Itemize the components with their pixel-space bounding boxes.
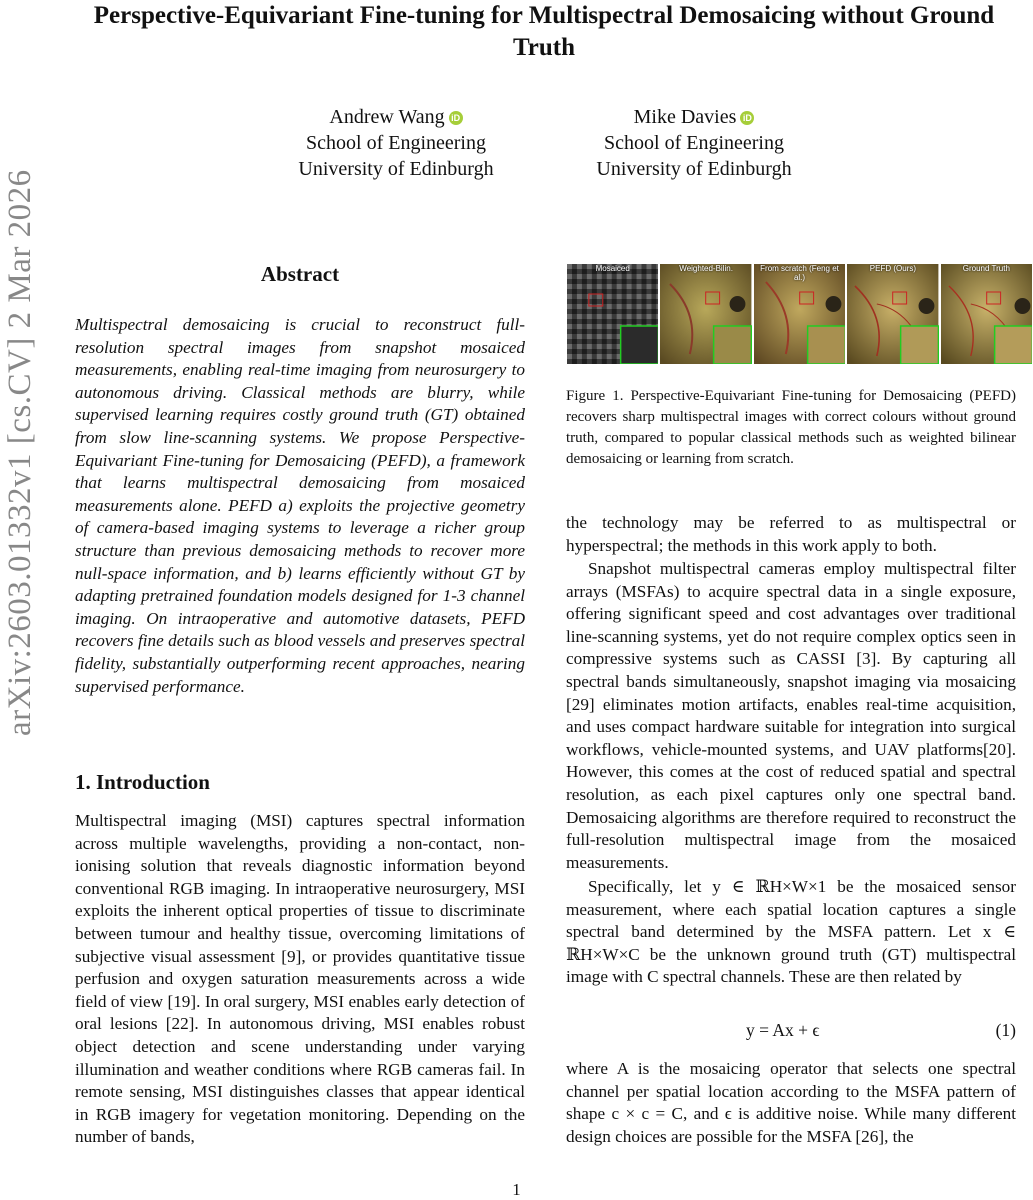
figure-panel-pefd bbox=[847, 264, 938, 364]
author-name: Mike Davies bbox=[633, 106, 737, 128]
author-affiliation: University of Edinburgh bbox=[298, 158, 494, 180]
paper-title: Perspective-Equivariant Fine-tuning for Multispectral Demosaicing without Ground Truth bbox=[93, 2, 995, 61]
panel-label: PEFD (Ours) bbox=[869, 264, 917, 273]
orcid-icon[interactable]: iD bbox=[449, 111, 463, 125]
figure-panel-scratch bbox=[754, 264, 845, 364]
equation-number: (1) bbox=[995, 1020, 1016, 1040]
mosaic-image bbox=[567, 264, 658, 364]
arxiv-identifier: arXiv:2603.01332v1 [cs.CV] 2 Mar 2026 bbox=[2, 169, 38, 736]
figure-panel-bilinear bbox=[660, 264, 751, 364]
author-block-1 bbox=[266, 104, 526, 182]
right-paragraph-1: the technology may be referred to as multispectral or hyperspectral; the methods in this work apply to both. bbox=[566, 513, 1016, 555]
figure-1 bbox=[567, 264, 1032, 364]
author-affiliation: University of Edinburgh bbox=[596, 158, 792, 180]
author-block-2 bbox=[564, 104, 824, 182]
panel-label: Ground Truth bbox=[962, 264, 1010, 273]
abstract-heading: Abstract bbox=[260, 262, 340, 286]
figure-panel-ground-truth bbox=[941, 264, 1032, 364]
tissue-image bbox=[660, 264, 751, 364]
author-name: Andrew Wang bbox=[329, 106, 445, 128]
equation-expression: y = Ax + ϵ bbox=[746, 1020, 820, 1040]
orcid-icon[interactable]: iD bbox=[740, 111, 754, 125]
abstract-text: Multispectral demosaicing is crucial to reconstruct full-resolution spectral images from snapshot mosaiced measurements, enabling real-time imaging from neurosurgery to autonomous driving. Classical methods are blurry, while supervised learning requires costly ground truth (GT) obtained from slow line-scanning systems. We propose Perspective-Equivariant Fine-tuning for Demosaicing (PEFD), a framework that learns multispectral demosaicing from mosaiced measurements alone. PEFD a) exploits the projective geometry of camera-based imaging systems to leverage a richer group structure than previous demosaicing methods to recover more null-space information, and b) learns efficiently without GT by adapting pretrained foundation models designed for 1-3 channel imaging. On intraoperative and automotive datasets, PEFD recovers fine details such as blood vessels and preserves spectral fidelity, substantially outperforming recent approaches, nearing supervised performance. bbox=[75, 315, 525, 696]
figure-caption: Figure 1. Perspective-Equivariant Fine-tuning for Demosaicing (PEFD) recovers sharp multispectral images with correct colours without ground truth, compared to popular classical methods such as weighted bilinear demosaicing or learning from scratch. bbox=[566, 388, 1016, 467]
panel-label: From scratch (Feng et al.) bbox=[760, 264, 839, 282]
panel-label: Mosaiced bbox=[595, 264, 630, 273]
figure-panel-mosaiced bbox=[567, 264, 658, 364]
right-paragraph-4: where A is the mosaicing operator that selects one spectral channel per spatial location according to the MSFA pattern of shape c × c = C, and ϵ is additive noise. While many different design choices are possible for the MSFA [26], the bbox=[566, 1059, 1016, 1146]
right-paragraph-3: Specifically, let y ∈ ℝH×W×1 be the mosaiced sensor measurement, where each spatial location captures a single spectral band determined by the MSFA pattern. Let x ∈ ℝH×W×C be the unknown ground truth (GT) multispectral image with C spectral channels. These are then related by bbox=[566, 877, 1016, 987]
section-heading: 1. Introduction bbox=[75, 770, 210, 794]
page-number: 1 bbox=[512, 1180, 521, 1199]
tissue-image bbox=[847, 264, 938, 364]
right-paragraph-2: Snapshot multispectral cameras employ multispectral filter arrays (MSFAs) to acquire spectral data in a single exposure, offering significant speed and cost advantages over traditional line-scanning systems, yet do not require complex optics seen in compressive systems such as CASSI [3]. By capturing all spectral bands simultaneously, snapshot imaging via mosaicing [29] eliminates motion artifacts, enables real-time acquisition, and uses compact hardware suitable for integration into surgical workflows, vehicle-mounted systems, and UAV platforms[20]. However, this comes at the cost of reduced spatial and spectral resolution, as each pixel captures only one spectral band. Demosaicing algorithms are therefore required to reconstruct the full-resolution multispectral image from the mosaiced measurements. bbox=[566, 559, 1016, 872]
tissue-image bbox=[941, 264, 1032, 364]
author-dept: School of Engineering bbox=[604, 132, 784, 154]
panel-label: Weighted-Bilin. bbox=[679, 264, 733, 273]
author-dept: School of Engineering bbox=[306, 132, 486, 154]
intro-paragraph: Multispectral imaging (MSI) captures spectral information across multiple wavelengths, providing a non-contact, non-ionising solution that reveals diagnostic information beyond conventional RGB imaging. In intraoperative neurosurgery, MSI exploits the inherent optical properties of tissue to discriminate between tumour and healthy tissue, overcoming limitations of subjective visual assessment [9], or provides quantitative tissue perfusion and oxygen saturation measurements across a wide field of view [19]. In oral surgery, MSI enables early detection of oral lesions [22]. In autonomous driving, MSI enables robust object detection and scene understanding under varying illumination and weather conditions where RGB cameras fail. In remote sensing, MSI distinguishes classes that appear identical in RGB imagery for vegetation monitoring. Depending on the number of bands, bbox=[75, 811, 525, 1147]
